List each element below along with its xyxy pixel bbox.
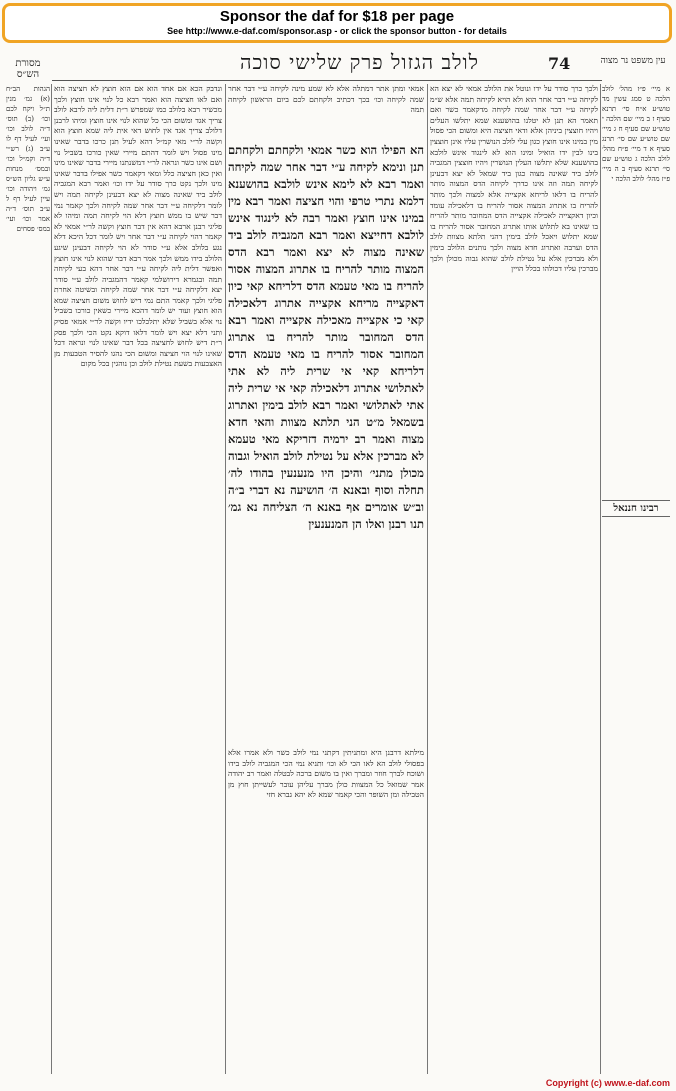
- column-divider: [225, 84, 226, 1074]
- ein-mishpat-text: א מיי׳ פ״ז מהל׳ לולב הלכה ט סמג עשין מד טוש״ע א״ח סי׳ תרנא סעיף ז ב מיי׳ שם הלכה י טוש״ע שם סעיף ח ג מיי׳ שם טוש״ע שם סי׳ תרנג סעיף א ד מיי׳ פ״ח מהל׳ לולב הלכה ג טוש״ע שם סי׳ תרנא סעיף ב ה מיי׳ פ״ז מהל׳ לולב הלכה י: [602, 85, 670, 183]
- tosafot-column: [54, 84, 222, 1074]
- page-title: לולב הגזול פרק שלישי סוכה: [240, 50, 479, 74]
- hagahot-column: [6, 84, 50, 1074]
- column-divider: [51, 84, 52, 1074]
- ein-mishpat-label: עין משפט נר מצוה: [600, 56, 666, 66]
- hagahot-text: הגהות הב״ח (א) גמ׳ מנין ת״ל ויקח לכם וכו׳ (ב) תוס׳ ד״ה לולב וכו׳ ועי׳ לעיל דף לו ע״ב (ג) רש״י ד״ה וקמ״ל וכו׳ ובמס׳ מנחות ע״ש גליון הש״ס גמ׳ ויהודה וכו׳ עיין לעיל דף ל ע״ב תוס׳ ד״ה אמר וכו׳ ועי׳ במס׳ פסחים: [6, 85, 50, 233]
- gemara-text: הא הפילו הוא כשר אמאי ולקחתם ולקחתם תנן ונימא לקיחה ע״י דבר אחר שמה לקיחה ואמר רבא לא לימא אינש לולבא בהושענא דלמא נתרי טרפי והוי חציצה ואמר רבא מין במינו אינו חוצץ ואמר רבה לא לינגוד אינש לולבא דחייצא ואמר רבא המגביה לולב ביד שאינה מצוה לא יצא ואמר רבא הדס המצוה מותר להריח בו אתרוג המצוה אסור להריח בו מאי טעמא הדס דלריחא קאי כיון דאקצייה מריחא אקצייה אתרוג דלאכילה קאי כי אקצייה מאכילה אקצייה ואמר רבא הדס המחובר מותר להריח בו אתרוג המחובר אסור להריח בו מאי טעמא הדס דלריחא קאי אי שרית ליה לא אתי לאתלושי אתרוג דלאכילה קאי אי שרית ליה אתי לאתלושי ואמר רבא לולב בימין ואתרוג בשמאל מ״ט הני תלתא מצוות והאי חדא מצוה ואמר רב ירמיה דזריקא מאי טעמא לא מברכין אלא על נטילת לולב הואיל וגבוה מכולן מתני׳ והיכן היו מנענעין בהודו לה׳ תחלה וסוף ובאנא ה׳ הושיעה נא דברי ב״ה וב״ש אומרים אף באנא ה׳ הצליחה נא גמ׳ תנו רבנן ואלו הן המנענעין: [228, 143, 424, 531]
- ein-mishpat-column: [602, 84, 670, 1074]
- page-header: [0, 50, 676, 78]
- rabeinu-chananel-label: רבינו חננאל: [602, 500, 670, 517]
- gemara-top-block: [228, 84, 424, 140]
- gemara-column: [228, 142, 424, 742]
- folio-number: 74: [548, 54, 571, 73]
- sponsor-subtitle[interactable]: See http://www.e-daf.com/sponsor.asp - or click the sponsor button - for details: [167, 26, 507, 36]
- copyright-link[interactable]: Copyright (c) www.e-daf.com: [545, 1078, 670, 1088]
- column-divider: [600, 84, 601, 1074]
- sponsor-title[interactable]: Sponsor the daf for $18 per page: [219, 8, 455, 25]
- rashi-column: [430, 84, 598, 1074]
- rashi-text: ולכך כרך סודר על ידו ונוטל את הלולב אמאי לא יצא הא לקיחה ע״י דבר אחר הוא ולא הויא לקיחה תמה אלא ש״מ לקיחה ע״י דבר אחר שמה לקיחה מדקאמר כשר ואם תאמר הא תנן לא יטלנו בהושענא שמא יתלשו העלים ויהיו חוצצין ביניהן אלא ודאי חציצה היא ומשום הכי פסול מין במינו אינו חוצץ כגון עלי לולב הנושרין עליו אינן חוצצין בינו לבין ידו הואיל ומינו הוא לא לינגוד אינש לולבא בהושענא שלא יתלשו העלין הנושרין ויהיו חוצצין המגביה לולב ביד שאינה מצוה כגון ביד שמאל לא יצא דבעינן לקיחה תמה וזה אינו כדרך לקיחה הדס המצוה מותר להריח בו דלאו לריחא אקצייה אלא למצוה ולכך מותר להריח בו אתרוג המצוה אסור להריח בו דלאכילה עומד וכיון דאקצייה לאכילה אקצייה הדס המחובר מותר להריח בו שאינו בא לתלוש אותו אתרוג המחובר אסור להריח בו שמא יתלוש ויאכל לולב בימין דהני תלתא מצוות לולב הדס וערבה ואתרוג חדא מצוה ולכך נותנים הלולב בימין ולא מברכין אלא על נטילת לולב שהוא גבוה מכולן ולכך מברכין עליו דכולהו בכלל הויין: [430, 84, 598, 274]
- header-rule: [52, 80, 602, 81]
- page-footer: [0, 1078, 676, 1091]
- gemara-bottom-text: מילתא דרבנן היא ומתניתין דקתני נמי לולב כשר ולא אמרו אלא בפסולי לולב הא לאו הכי לא וכו׳ ותניא נמי הכי המגביה לולב בידו ושוכח לברך חוזר ומברך ואין בו משום ברכה לבטלה ואמר רב יהודה אמר שמואל כל המצוות כולן מברך עליהן עובר לעשייתן חוץ מן הטבילה ומן השופר והכי קאמר שמא לא יהא גברא חזי: [228, 748, 424, 800]
- gemara-bottom-block: [228, 748, 424, 1074]
- sponsor-banner[interactable]: [2, 3, 672, 43]
- mesoret-hashas-label: מסורת הש״ס: [15, 58, 41, 80]
- column-divider: [427, 84, 428, 1074]
- tosafot-text: ונדבק הכא אם אחד הוא אם הוא חוצץ לא חציצה הוא ואם לאו חציצה הוא ואמר רבא כל לנוי אינו חוצץ ולכך מכשיר רבא בלולב כמו שמפרש ר״ת דלית ליה לרבא לולב צריך אגד ומשום הכי כל שהוא לנוי אינו חוצץ ומיהו לרבנן דלולב צריך אגד אין לחוש דאי אית ליה שמא חוצץ הוא וקשה לר״י מאי קמ״ל דהא לעיל תנן כרכו בדבר שאינו מינו פסול ויש לומר דהתם מיירי שאין כורכו בשביל נוי ושם אינו כשר ונראה לר״י דמשנתנו מיירי בדבר שאינו מינו ואין כאן חציצה כלל ומאי דקאמר כשר אפילו בדבר שאינו מינו ולכך נקט כרך סודר על ידו וכו׳ ואמר רבא המגביה לולב ביד שאינה מצוה לא יצא דבעינן לקיחה תמה ויש לומר דלקיחה ע״י דבר אחר שמה לקיחה ולכך קאמר נמי דבר שיש בו ממש חוצץ דלא הוי לקיחה תמה ומיהו לא פליגי רבנן ארבא דהא אין דבר חוצץ וקשה לר״י אמאי לא קאמר דהוי לקיחה ע״י דבר אחר ויש לומר דכל היכא דלא נגע בלולב אלא ע״י סודר לא הוי לקיחה דבעינן שיגע הלולב בידו ממש ולכך אמר רבא דבר שהוא לנוי אינו חוצץ ואפשר דלית ליה לקיחה ע״י דבר אחר דהא בעי לקיחה תמה ובגמרא דירושלמי קאמר דהמגביה לולב ע״י סודר יצא דלקיחה ע״י דבר אחר שמה לקיחה ובשיטה אחרת פליגי ולכך קאמר התם נמי דיש לחוש משום חציצה שמא הוא חוצץ ועוד יש לומר דהכא מיירי כשאין כורכו בשביל נוי אלא בשביל שלא יתלכלכו ידיו וקשה לר״י אמאי פסיק ותני דלא יצא ויש לומר דלאו דוקא נקט הכי ולכך פסק ר״ת דיש לחוש לחציצה בכל דבר שאינו לנוי ונראה דכל שאינו לנוי הוי חציצה ומשום הכי נהגו להסיר הטבעות מן האצבעות בשעת נטילת לולב וכן נוהגין בכל מקום: [54, 84, 222, 369]
- gemara-top-text: אמאי ומתן אתר דמתלה אלא לא שמע מינה לקיחה ע״י דבר אחר שמה לקיחה וכו׳ בכך דכתיב ולקחתם לכם ביום הראשון לקיחה תמה: [228, 84, 424, 115]
